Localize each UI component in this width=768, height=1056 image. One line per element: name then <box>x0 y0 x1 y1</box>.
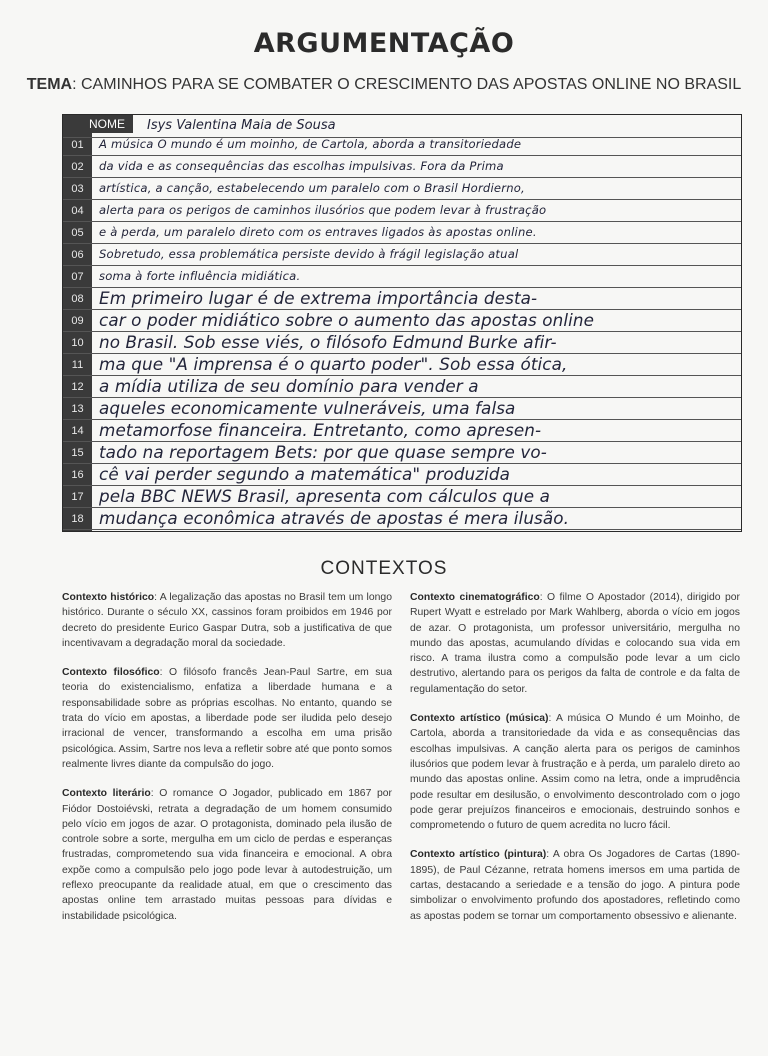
line-number: 15 <box>71 447 84 459</box>
handwritten-line: pela BBC NEWS Brasil, apresenta com cálculos que a <box>99 486 551 506</box>
handwritten-line: soma à forte influência midiática. <box>99 269 301 283</box>
line-number: 07 <box>71 271 84 283</box>
handwritten-line: no Brasil. Sob esse viés, o filósofo Edmund Burke afir- <box>99 332 557 352</box>
line-number: 03 <box>71 183 84 195</box>
line-number: 09 <box>71 315 84 327</box>
answer-line <box>63 287 741 310</box>
line-number: 12 <box>71 381 84 393</box>
context-heading: Contexto literário <box>62 788 151 800</box>
answer-line <box>63 309 741 332</box>
context-body: : A legalização das apostas no Brasil tem um longo histórico. Durante o século XX, cassinos foram proibidos em 1946 por decreto do presidente Eurico Gaspar Dutra, sob a justificativa de que incentivavam a degradação moral da sociedade. <box>62 592 392 649</box>
line-number: 18 <box>71 513 84 525</box>
context-heading: Contexto filosófico <box>62 667 160 679</box>
tema-line <box>0 76 768 94</box>
line-number: 01 <box>71 139 84 151</box>
handwritten-line: car o poder midiático sobre o aumento das apostas online <box>99 310 595 330</box>
context-paragraph <box>62 665 392 772</box>
contexts-left-column <box>62 590 392 938</box>
answer-line <box>63 441 741 464</box>
answer-line <box>63 397 741 420</box>
context-paragraph <box>410 590 740 697</box>
handwritten-line: Sobretudo, essa problemática persiste devido à frágil legislação atual <box>99 247 519 261</box>
answer-line <box>63 221 741 244</box>
answer-line <box>63 133 741 156</box>
context-body: : O filme O Apostador (2014), dirigido por Rupert Wyatt e estrelado por Mark Wahlberg, aborda o vício em jogos de azar. O protagonista, um professor universitário, mergulha no mundo das apostas, acumulando dívidas e colocando sua vida em risco. A trama ilustra como a compulsão pode levar a um ciclo destrutivo, alertando para os perigos da falta de controle e da falta de regulamentação do setor. <box>410 592 740 695</box>
answer-line <box>63 265 741 288</box>
answer-line <box>63 353 741 376</box>
answer-sheet <box>62 114 742 532</box>
context-paragraph <box>410 711 740 833</box>
answer-line <box>63 243 741 266</box>
answer-line <box>63 177 741 200</box>
page-title: ARGUMENTAÇÃO <box>253 28 515 59</box>
context-heading: Contexto histórico <box>62 592 155 603</box>
handwritten-line: metamorfose financeira. Entretanto, como apresen- <box>99 420 542 440</box>
answer-line <box>63 331 741 354</box>
context-body: : A música O Mundo é um Moinho, de Cartola, aborda a transitoriedade da vida e as consequências das escolhas impulsivas. A canção alerta para os perigos de caminhos ilusórios que podem levar à frustração e à perda, um paralelo direto ao mundo das apostas online. Assim como na letra, onde a imprudência pode resultar em desilusão, o envolvimento descontrolado com o jogo pode gerar prejuízos financeiros e emocionais, destruindo sonhos e comprometendo o futuro de quem acredita no lucro fácil. <box>410 713 740 832</box>
handwritten-line: alerta para os perigos de caminhos ilusórios que podem levar à frustração <box>99 203 547 217</box>
contexts-right-column <box>410 590 740 938</box>
line-number: 05 <box>71 227 84 239</box>
handwritten-line: artística, a canção, estabelecendo um paralelo com o Brasil Hordierno, <box>99 181 525 195</box>
context-heading: Contexto artístico (música) <box>410 713 549 725</box>
context-body: : A obra Os Jogadores de Cartas (1890-1895), de Paul Cézanne, retrata homens imersos em uma partida de cartas, destacando a seriedade e a tensão do jogo. A pintura pode simbolizar o envolvimento profundo dos apostadores, refletindo como as apostas podem se tornar um comportamento obsessivo e alienante. <box>410 849 740 922</box>
contexts-title: CONTEXTOS <box>320 558 448 579</box>
handwritten-line: e à perda, um paralelo direto com os entraves ligados às apostas online. <box>99 225 537 239</box>
answer-line <box>63 199 741 222</box>
line-number: 10 <box>71 337 84 349</box>
context-heading: Contexto cinematográfico <box>410 592 540 603</box>
tema-text: : CAMINHOS PARA SE COMBATER O CRESCIMENTO DAS APOSTAS ONLINE NO BRASIL <box>72 76 742 93</box>
answer-line <box>63 463 741 486</box>
name-label: NOME <box>63 115 133 133</box>
answer-line <box>63 375 741 398</box>
handwritten-line: a mídia utiliza de seu domínio para vender a <box>99 376 479 396</box>
handwritten-line: da vida e as consequências das escolhas impulsivas. Fora da Prima <box>99 159 504 173</box>
answer-line <box>63 155 741 178</box>
handwritten-line: ma que "A imprensa é o quarto poder". Sob essa ótica, <box>99 354 568 374</box>
line-number: 13 <box>71 403 84 415</box>
name-value: Isys Valentina Maia de Sousa <box>147 118 336 133</box>
answer-line <box>63 419 741 442</box>
context-body: : O romance O Jogador, publicado em 1867 por Fiódor Dostoiévski, retrata a degradação de um homem consumido pelo vício em jogos de azar. O protagonista, dominado pela ilusão de controle sobre a sorte, mergulha em um ciclo de perdas e esperanças frustradas, comprometendo sua vida financeira e emocional. A obra expõe como a compulsão pelo jogo pode levar à autodestruição, um reflexo preocupante da realidade atual, em que o crescimento das apostas online tem arrastado muitas pessoas para dívidas e instabilidade psicológica. <box>62 788 392 922</box>
context-paragraph <box>410 847 740 923</box>
line-number: 02 <box>71 161 84 173</box>
context-body: : O filósofo francês Jean-Paul Sartre, em sua teoria do existencialismo, enfatiza a liberdade humana e a responsabilidade sobre as próprias escolhas. No entanto, quando se trata do vício em apostas, a liberdade pode ser iludida pelo desejo irracional de vencer, transformando a escolha em uma prisão psicológica. Assim, Sartre nos leva a refletir sobre até que ponto somos realmente livres diante da compulsão do jogo. <box>62 667 392 770</box>
answer-line <box>63 507 741 530</box>
line-number: 04 <box>71 205 84 217</box>
handwritten-line: cê vai perder segundo a matemática" produzida <box>99 464 511 484</box>
handwritten-line: mudança econômica através de apostas é mera ilusão. <box>99 508 570 528</box>
line-number: 14 <box>71 425 84 437</box>
handwritten-line: A música O mundo é um moinho, de Cartola, aborda a transitoriedade <box>99 137 522 151</box>
tema-label: TEMA <box>26 76 73 93</box>
handwritten-line: tado na reportagem Bets: por que quase sempre vo- <box>99 442 547 462</box>
line-number: 06 <box>71 249 84 261</box>
context-heading: Contexto artístico (pintura) <box>410 849 547 861</box>
context-paragraph <box>62 590 392 651</box>
handwritten-line: Em primeiro lugar é de extrema importância desta- <box>99 288 538 308</box>
handwritten-line: aqueles economicamente vulneráveis, uma falsa <box>99 398 516 418</box>
line-number: 16 <box>71 469 84 481</box>
context-paragraph <box>62 786 392 924</box>
line-number: 08 <box>71 293 84 305</box>
answer-line <box>63 485 741 508</box>
line-number: 11 <box>71 359 84 371</box>
line-number: 17 <box>71 491 84 503</box>
